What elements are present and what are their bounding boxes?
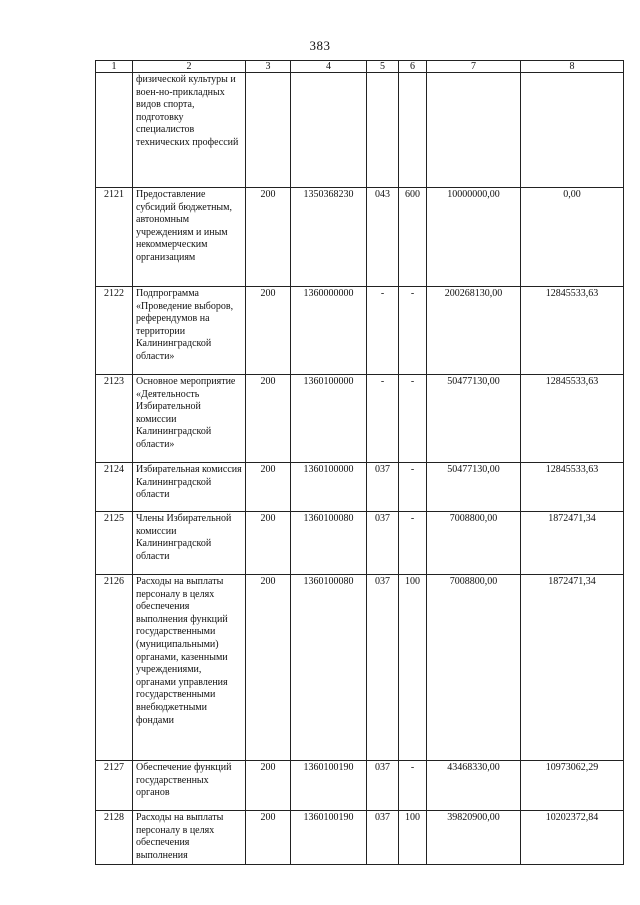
- row-name: Основное мероприятие «Деятельность Избирательной комиссии Калининградской области»: [133, 375, 246, 463]
- target-article: [291, 73, 367, 188]
- executed-amount: 12845533,63: [521, 287, 624, 375]
- column-header: 3: [246, 61, 291, 73]
- target-article: 1360100000: [291, 463, 367, 512]
- admin-code: 037: [367, 463, 399, 512]
- table-row: [96, 73, 624, 188]
- table-row: [96, 811, 624, 865]
- approved-amount: 200268130,00: [427, 287, 521, 375]
- expense-type: [399, 73, 427, 188]
- expense-type: -: [399, 512, 427, 575]
- column-header: 5: [367, 61, 399, 73]
- table-row: [96, 463, 624, 512]
- admin-code: 037: [367, 512, 399, 575]
- row-name: физической культуры и воен-но-прикладных видов спорта, подготовку специалистов технических профессий: [133, 73, 246, 188]
- row-number: 2122: [96, 287, 133, 375]
- approved-amount: 43468330,00: [427, 761, 521, 811]
- target-article: 1360100080: [291, 512, 367, 575]
- column-header: 6: [399, 61, 427, 73]
- approved-amount: 7008800,00: [427, 575, 521, 761]
- approved-amount: 10000000,00: [427, 188, 521, 287]
- expense-type: 100: [399, 811, 427, 865]
- target-article: 1360100000: [291, 375, 367, 463]
- approved-amount: 50477130,00: [427, 463, 521, 512]
- row-number: 2124: [96, 463, 133, 512]
- section-code: 200: [246, 512, 291, 575]
- section-code: 200: [246, 287, 291, 375]
- row-number: 2128: [96, 811, 133, 865]
- table-row: [96, 188, 624, 287]
- column-header: 1: [96, 61, 133, 73]
- section-code: 200: [246, 188, 291, 287]
- admin-code: 037: [367, 761, 399, 811]
- executed-amount: 1872471,34: [521, 512, 624, 575]
- target-article: 1360100190: [291, 811, 367, 865]
- row-name: Подпрограмма «Проведение выборов, референдумов на территории Калининградской области»: [133, 287, 246, 375]
- target-article: 1360000000: [291, 287, 367, 375]
- approved-amount: 50477130,00: [427, 375, 521, 463]
- expense-type: -: [399, 761, 427, 811]
- expense-type: 600: [399, 188, 427, 287]
- section-code: 200: [246, 463, 291, 512]
- row-number: 2126: [96, 575, 133, 761]
- approved-amount: 7008800,00: [427, 512, 521, 575]
- column-header: 4: [291, 61, 367, 73]
- row-number: [96, 73, 133, 188]
- admin-code: -: [367, 287, 399, 375]
- executed-amount: 1872471,34: [521, 575, 624, 761]
- target-article: 1360100080: [291, 575, 367, 761]
- executed-amount: 0,00: [521, 188, 624, 287]
- row-number: 2125: [96, 512, 133, 575]
- admin-code: -: [367, 375, 399, 463]
- table-row: [96, 761, 624, 811]
- row-name: Расходы на выплаты персоналу в целях обеспечения выполнения функций государственными (муниципальными) органами, казенными учреждениями, органами управления государственными внебюджетными фондами: [133, 575, 246, 761]
- header-row: [96, 61, 624, 73]
- table-row: [96, 575, 624, 761]
- admin-code: [367, 73, 399, 188]
- section-code: [246, 73, 291, 188]
- admin-code: 037: [367, 811, 399, 865]
- row-number: 2123: [96, 375, 133, 463]
- expense-type: -: [399, 463, 427, 512]
- budget-table: [95, 60, 624, 865]
- expense-type: -: [399, 375, 427, 463]
- table-row: [96, 512, 624, 575]
- row-name: Избирательная комиссия Калининградской области: [133, 463, 246, 512]
- admin-code: 043: [367, 188, 399, 287]
- executed-amount: 12845533,63: [521, 463, 624, 512]
- executed-amount: [521, 73, 624, 188]
- target-article: 1360100190: [291, 761, 367, 811]
- admin-code: 037: [367, 575, 399, 761]
- executed-amount: 10973062,29: [521, 761, 624, 811]
- table-row: [96, 287, 624, 375]
- expense-type: 100: [399, 575, 427, 761]
- page-number: 383: [309, 38, 331, 53]
- row-name: Обеспечение функций государственных органов: [133, 761, 246, 811]
- target-article: 1350368230: [291, 188, 367, 287]
- section-code: 200: [246, 575, 291, 761]
- executed-amount: 10202372,84: [521, 811, 624, 865]
- column-header: 7: [427, 61, 521, 73]
- row-number: 2127: [96, 761, 133, 811]
- executed-amount: 12845533,63: [521, 375, 624, 463]
- approved-amount: 39820900,00: [427, 811, 521, 865]
- section-code: 200: [246, 375, 291, 463]
- section-code: 200: [246, 761, 291, 811]
- column-header: 8: [521, 61, 624, 73]
- approved-amount: [427, 73, 521, 188]
- column-header: 2: [133, 61, 246, 73]
- expense-type: -: [399, 287, 427, 375]
- table-row: [96, 375, 624, 463]
- row-name: Предоставление субсидий бюджетным, автономным учреждениям и иным некоммерческим организациям: [133, 188, 246, 287]
- row-name: Члены Избирательной комиссии Калининградской области: [133, 512, 246, 575]
- section-code: 200: [246, 811, 291, 865]
- row-name: Расходы на выплаты персоналу в целях обеспечения выполнения: [133, 811, 246, 865]
- row-number: 2121: [96, 188, 133, 287]
